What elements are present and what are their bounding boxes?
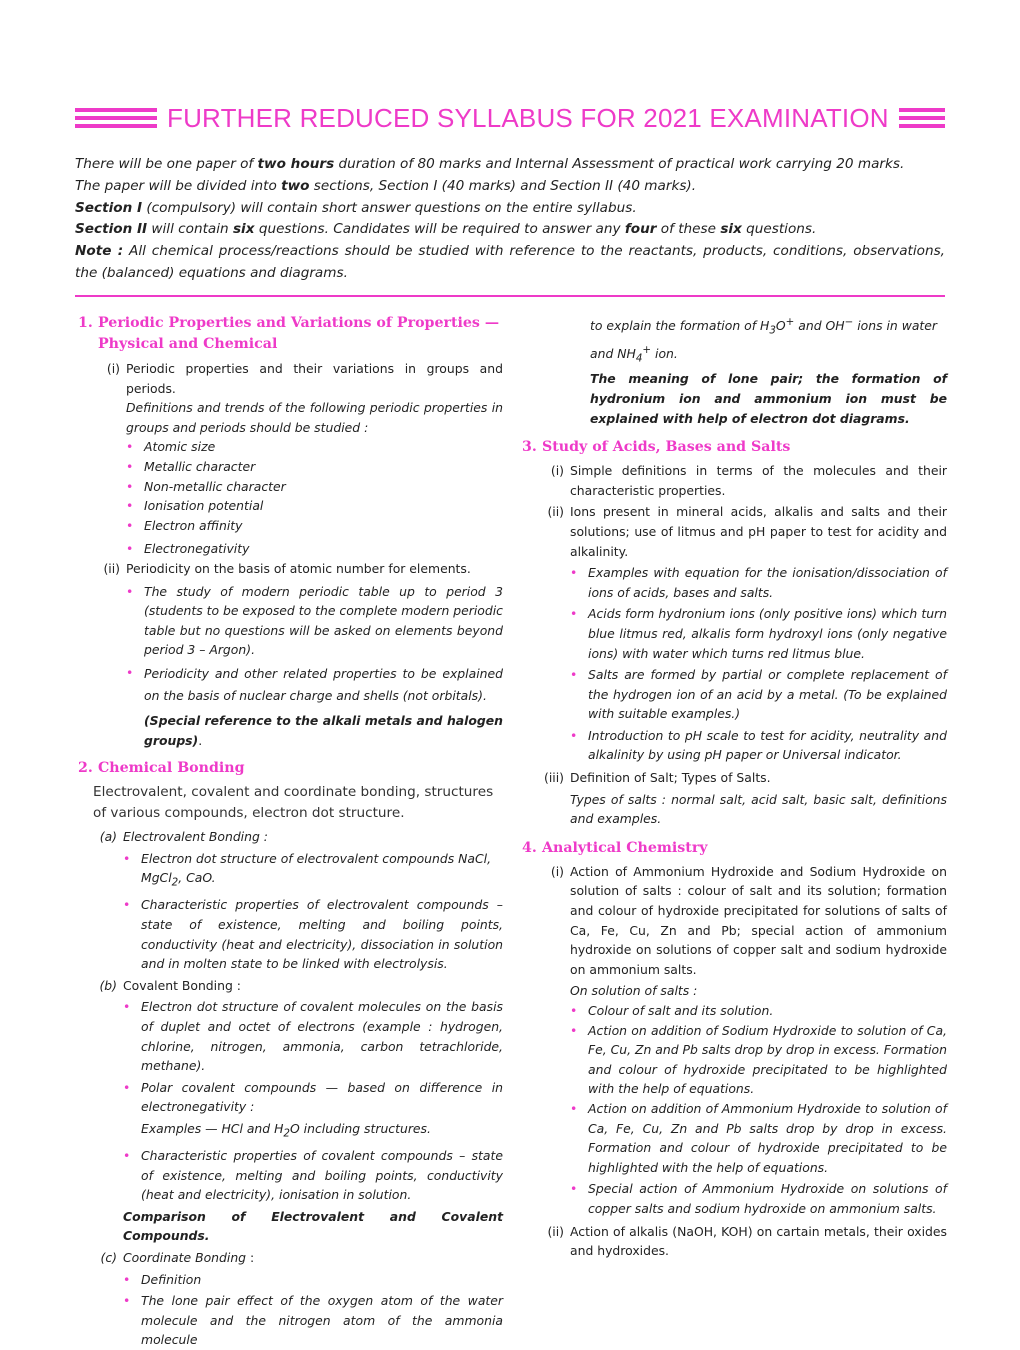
title-row — [75, 100, 945, 136]
right-column — [522, 313, 947, 1261]
title-bars-right — [899, 108, 945, 128]
intro-note: Note : All chemical process/reactions should be studied with reference to the reactants, products, conditions, observations, the (balanced) equations and diagrams. — [75, 243, 945, 281]
s4-item-i: (i) Action of Ammonium Hydroxide and Sodium Hydroxide on solution of salts : colour of salt and its solution; formation and colour of hydroxide precipitated for solutions of salts of Ca, Fe, Cu, Zn and Pb; special action of ammonium hydroxide on solutions of copper salt and sodium hydroxide on ammonium salts. On solution of salts : • Colour of salt and its solution. • Action on addition of Sodium Hydroxide to solution of Ca, Fe, Cu, Zn and Pb salts drop by drop in excess. Formation and colour of hydroxide precipitated to be highlighted with the help of equations. • Action on addition of Ammonium Hydroxide to solution of Ca, Fe, Cu, Zn and Pb salts drop by drop in excess. Formation and colour of hydroxide precipitated to be highlighted with the help of equations. • Special action of Ammonium Hydroxide on solutions of copper salts and sodium hydroxide on ammonium salts. — [522, 862, 947, 1219]
s2-c-bullet-1: • Definition — [123, 1271, 202, 1287]
page-title: FURTHER REDUCED SYLLABUS FOR 2021 EXAMINATION — [167, 102, 889, 133]
divider — [75, 295, 945, 297]
s1-item-i: (i) Periodic properties and their variations in groups and periods. Definitions and trends of the following periodic properties in groups and periods should be studied : • Atomic size • Metallic character • Non-metallic character • Ionisation potential • Electron affinity • Electronegativity — [78, 359, 503, 559]
s1-bullet-4: • Electron affinity — [126, 517, 243, 533]
s1-bullet-2: • Non-metallic character — [126, 478, 286, 494]
intro-line-3: Section I (compulsory) will contain short answer questions on the entire syllabus. — [75, 199, 637, 216]
s1-bullet-5: • Electronegativity — [126, 541, 250, 557]
s1-item-ii: (ii) Periodicity on the basis of atomic number for elements. • The study of modern periodic table up to period 3 (students to be exposed to the complete modern periodic table but no questions will be asked on elements beyond period 3 – Argon). • Periodicity and other related properties to be explained on the basis of nuclear charge and shells (not orbitals). (Special reference to the alkali metals and halogen groups). — [78, 559, 503, 750]
intro — [75, 154, 945, 285]
s1-ii-bullet-1: • The study of modern periodic table up to period 3 (students to be exposed to the complete modern periodic table but no questions will be asked on elements beyond period 3 – Argon). — [126, 583, 503, 658]
s3-bullet-0: • Examples with equation for the ionisation/dissociation of ions of acids, bases and salts. — [570, 565, 947, 600]
s3-item-iii: (iii) Definition of Salt; Types of Salts. Types of salts : normal salt, acid salt, basic salt, definitions and examples. — [544, 770, 947, 827]
s1-bullet-3: • Ionisation potential — [126, 498, 264, 514]
section-4-heading: 4. Analytical Chemistry — [522, 839, 708, 856]
s2-b-bullet-1: • Electron dot structure of covalent molecules on the basis of duplet and octet of electrons (example : hydrogen, chlorine, nitrogen, ammonia, carbon tetrachloride, methane). — [123, 999, 503, 1074]
s3-bullet-3: • Introduction to pH scale to test for acidity, neutrality and alkalinity by using pH paper or Universal indicator. — [570, 727, 947, 763]
s3-bullet-2: • Salts are formed by partial or complete replacement of the hydrogen ion of an acid by a metal. (To be explained with suitable examples.) — [570, 667, 947, 722]
intro-line-4: Section II will contain six questions. Candidates will be required to answer any four of these six questions. — [75, 221, 817, 238]
left-column — [78, 313, 503, 1350]
s3-bullet-1: • Acids form hydronium ions (only positive ions) which turn blue litmus red, alkalis form hydroxyl ions (only negative ions) with water which turns red litmus blue. — [570, 606, 947, 661]
s2-intro: Electrovalent, covalent and coordinate bonding, structures of various compounds, electron dot structure. — [93, 784, 494, 822]
s4-bullet-3: • Special action of Ammonium Hydroxide on solutions of copper salts and sodium hydroxide on ammonium salts. — [570, 1181, 947, 1216]
s1-ii-bullet-2: • Periodicity and other related properties to be explained on the basis of nuclear charge and shells (not orbitals). — [126, 664, 503, 703]
s2-b-examples: Examples — HCl and $H_2O$ including structures. — [141, 1120, 431, 1140]
section-3-heading: 3. Study of Acids, Bases and Salts — [522, 439, 791, 456]
s2-item-a: (a) Electrovalent Bonding : • Electron dot structure of electrovalent compounds NaCl, MgCl$_2$, CaO. • Characteristic properties of electrovalent compounds – state of existence, melting and boiling points, conductivity (heat and electricity), dissociation in solution and in molten state to be linked with electrolysis. — [78, 827, 503, 974]
section-2-heading: 2. Chemical Bonding — [78, 760, 245, 777]
s4-item-ii: (ii) Action of alkalis (NaOH, KOH) on cartain metals, their oxides and hydroxides. — [547, 1223, 947, 1259]
s2-c-bullet-2: • The lone pair effect of the oxygen atom of the water molecule and the nitrogen atom of the ammonia molecule — [123, 1293, 503, 1348]
s1-bullet-1: • Metallic character — [126, 458, 256, 474]
title-bars-left — [75, 108, 157, 128]
s2-item-c: (c) Coordinate Bonding : • Definition • The lone pair effect of the oxygen atom of the water molecule and the nitrogen atom of the ammonia molecule — [78, 1248, 503, 1350]
s1-bullet-0: • Atomic size — [126, 439, 216, 455]
s2-b-bullet-2: • Polar covalent compounds — based on difference in electronegativity : — [123, 1079, 503, 1115]
section-1-heading: 1. Periodic Properties and Variations of Properties — Physical and Chemical — [78, 315, 500, 352]
s4-bullet-2: • Action on addition of Ammonium Hydroxide to solution of Ca, Fe, Cu, Zn and Pb salts drop by drop in excess. Formation and colour of hydroxide precipitated to be highlighted with the help of equations. — [570, 1100, 947, 1175]
s2-a-bullet-1: • Electron dot structure of electrovalent compounds NaCl, MgCl$_2$, CaO. — [123, 850, 492, 889]
s2-b-bullet-3: • Characteristic properties of covalent compounds – state of existence, melting and boiling points, conductivity (heat and electricity), ionisation in solution. — [123, 1147, 503, 1203]
s4-bullet-0: • Colour of salt and its solution. — [570, 1003, 774, 1018]
s2-continued: to explain the formation of $H_3O^+$ and OH− ions in water and $NH_4^+$ ion. The meaning of lone pair; the formation of hydronium ion and ammonium ion must be explained with help of electron dot diagrams. — [590, 316, 947, 426]
s4-bullet-1: • Action on addition of Sodium Hydroxide to solution of Ca, Fe, Cu, Zn and Pb salts drop by drop in excess. Formation and colour of hydroxide precipitated to be highlighted with the help of equations. — [570, 1022, 947, 1097]
intro-line-2: The paper will be divided into two sections, Section I (40 marks) and Section II (40 marks). — [75, 177, 697, 194]
s1-special-note: (Special reference to the alkali metals and halogen groups). — [144, 712, 503, 748]
s2-item-b: (b) Covalent Bonding : • Electron dot structure of covalent molecules on the basis of duplet and octet of electrons (example : hydrogen, chlorine, nitrogen, ammonia, carbon tetrachloride, methane). • Polar covalent compounds — based on difference in electronegativity : Examples — HCl and $H_2O$ including structures. • Characteristic properties of covalent compounds – state of existence, melting and boiling points, conductivity (heat and electricity), ionisation in solution. Comparison of Electrovalent and Covalent Compounds. — [78, 976, 503, 1246]
s2-a-bullet-2: • Characteristic properties of electrovalent compounds – state of existence, melting and boiling points, conductivity (heat and electricity), dissociation in solution and in molten state to be linked with electrolysis. — [123, 897, 503, 972]
s3-item-i: (i) Simple definitions in terms of the molecules and their characteristic properties. — [550, 463, 947, 498]
s2-comparison: Comparison of Electrovalent and Covalent Compounds. — [123, 1208, 503, 1244]
s3-item-ii: (ii) Ions present in mineral acids, alkalis and salts and their solutions; use of litmus and pH paper to test for acidity and alkalinity. • Examples with equation for the ionisation/dissociation of ions of acids, bases and salts. • Acids form hydronium ions (only positive ions) which turn blue litmus red, alkalis form hydroxyl ions (only negative ions) with water which turns red litmus blue. • Salts are formed by partial or complete replacement of the hydrogen ion of an acid by a metal. (To be explained with suitable examples.) • Introduction to pH scale to test for acidity, neutrality and alkalinity by using pH paper or Universal indicator. — [522, 502, 947, 765]
intro-line-1: There will be one paper of two hours duration of 80 marks and Internal Assessment of practical work carrying 20 marks. — [75, 156, 905, 172]
